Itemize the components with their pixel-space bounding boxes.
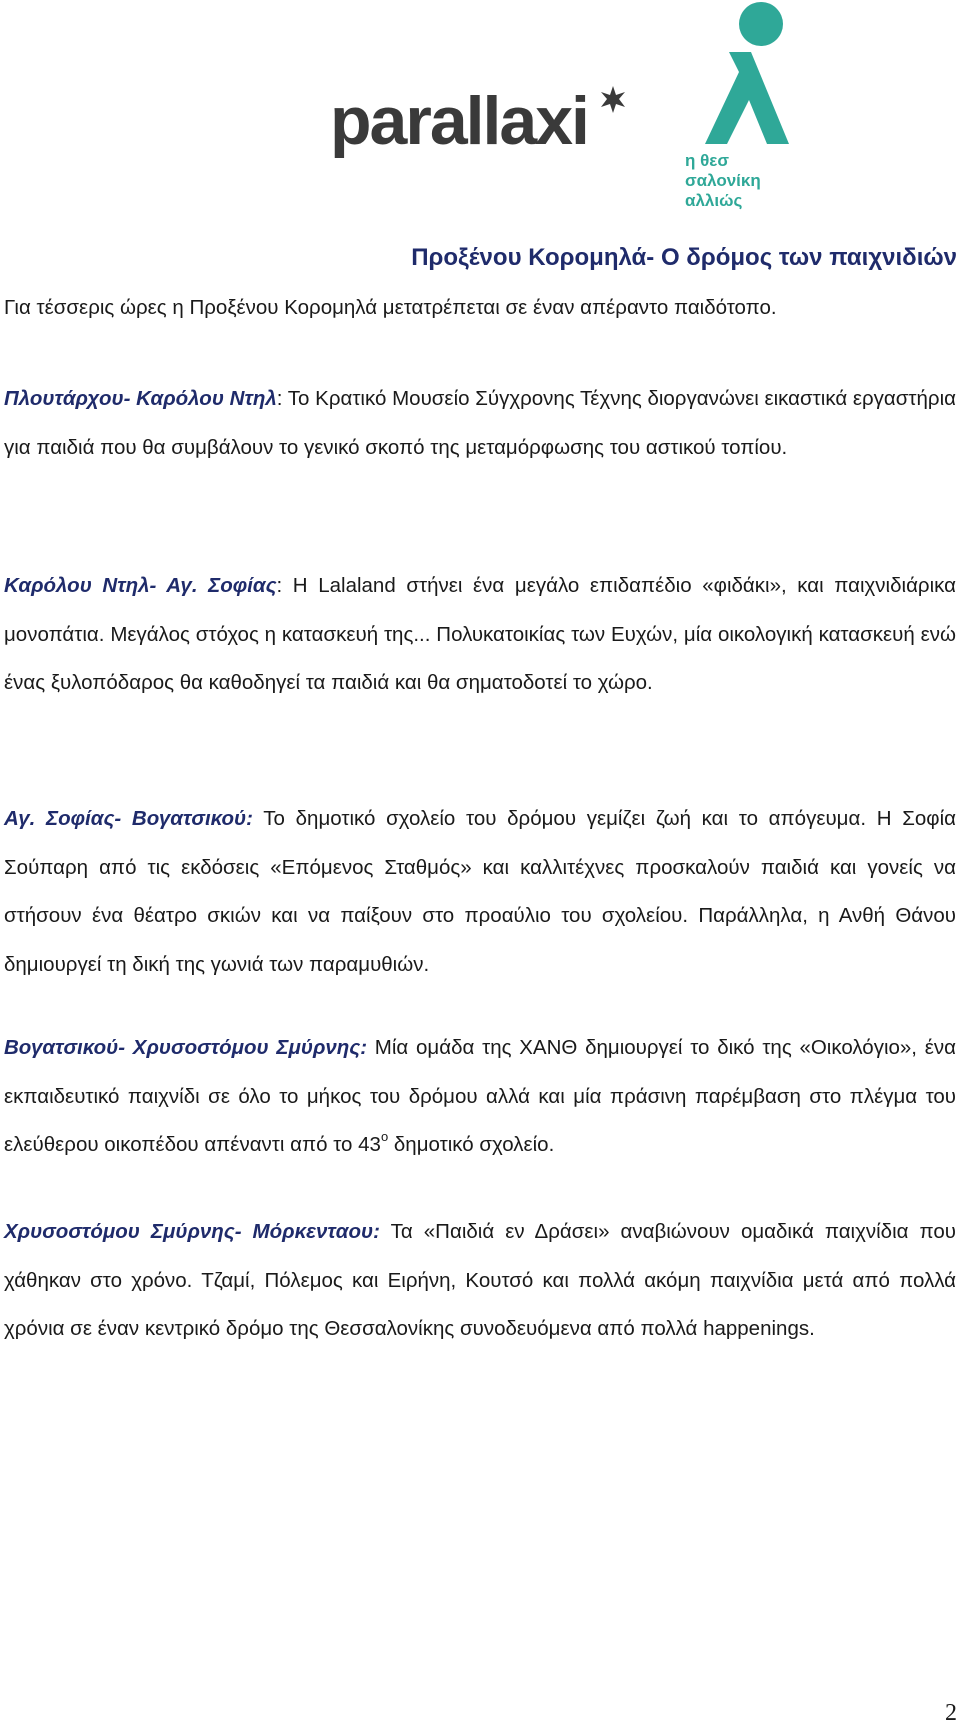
paragraph-text: Τα «Παιδιά εν Δράσει» αναβιώνουν ομαδικά παιχνίδια που χάθηκαν στο χρόνο. Τζαμί, Πόλεμος και Ειρήνη, Κουτσό και πολλά ακόμη παιχνίδια μετά από πολλά χρόνια σε έναν κεντρικό δρόμο της Θεσσαλονίκης συνοδευόμενα από πολλά happenings. bbox=[4, 1220, 956, 1340]
intro-paragraph: Για τέσσερις ώρες η Προξένου Κορομηλά μετατρέπεται σε έναν απέραντο παιδότοπο. bbox=[4, 296, 777, 319]
street-segment-label: Καρόλου Ντηλ- Αγ. Σοφίας bbox=[4, 574, 277, 597]
street-segment-label: Βογατσικού- Χρυσοστόμου Σμύρνης: bbox=[4, 1036, 368, 1059]
ordinal-superscript: ο bbox=[380, 1129, 389, 1144]
document-title: Προξένου Κορομηλά- Ο δρόμος των παιχνιδιών bbox=[411, 244, 957, 271]
header-logos bbox=[330, 0, 810, 215]
paragraph-vogatsikou bbox=[4, 1024, 956, 1170]
paragraph-ag-sofias bbox=[4, 795, 956, 989]
page-number: 2 bbox=[945, 1700, 957, 1726]
paragraph-text: Το δημοτικό σχολείο του δρόμου γεμίζει ζωή και το απόγευμα. Η Σοφία Σούπαρη από τις εκδόσεις «Επόμενος Σταθμός» και καλλιτέχνες προσκαλούν παιδιά και γονείς να στήσουν ένα θέατρο σκιών και να παίξουν στο προαύλιο του σχολείου. Παράλληλα, η Ανθή Θάνου δημιουργεί τη δική της γωνιά των παραμυθιών. bbox=[4, 807, 957, 976]
logo-line-1: η θεσ bbox=[685, 151, 729, 170]
star-icon bbox=[601, 86, 625, 113]
street-segment-label: Αγ. Σοφίας- Βογατσικού: bbox=[4, 807, 253, 830]
lambda-icon bbox=[705, 52, 789, 144]
lambda-dot-icon bbox=[739, 2, 783, 46]
paragraph-text: Μία ομάδα της ΧΑΝΘ δημιουργεί το δικό της «Οικολόγιο», ένα εκπαιδευτικό παιχνίδι σε όλο το μήκος του δρόμου αλλά και μία πράσινη παρέμβαση στο πλέγμα του ελεύθερου οικοπέδου απέναντι από το 43 bbox=[4, 1036, 956, 1156]
paragraph-text: : Η Lalaland στήνει ένα μεγάλο επιδαπέδιο «φιδάκι», και παιχνιδιάρικα μονοπάτια. Μεγάλος στόχος η κατασκευή της... Πολυκατοικίας των Ευχών, μία οικολογική κατασκευή ενώ ένας ξυλοπόδαρος θα καθοδηγεί τα παιδιά και θα σηματοδοτεί το χώρο. bbox=[4, 574, 956, 694]
paragraph-text-after: δημοτικό σχολείο. bbox=[388, 1133, 555, 1156]
paragraph-karolou-ntil bbox=[4, 562, 956, 708]
logo-line-3: αλλιώς bbox=[685, 191, 743, 210]
parallaxi-logo-text: parallaxi bbox=[330, 83, 588, 159]
street-segment-label: Χρυσοστόμου Σμύρνης- Μόρκενταου: bbox=[4, 1220, 380, 1243]
thessaloniki-allios-logo bbox=[685, 0, 795, 215]
paragraph-text: : Το Κρατικό Μουσείο Σύγχρονης Τέχνης διοργανώνει εικαστικά εργαστήρια για παιδιά που θα συμβάλουν το γενικό σκοπό της μεταμόρφωσης του αστικού τοπίου. bbox=[4, 387, 956, 459]
paragraph-chrysostomou bbox=[4, 1208, 956, 1354]
parallaxi-logo bbox=[330, 80, 630, 180]
paragraph-ploutarchou bbox=[4, 375, 956, 472]
logo-line-2: σαλονίκη bbox=[685, 171, 761, 190]
street-segment-label: Πλουτάρχου- Καρόλου Ντηλ bbox=[4, 387, 277, 410]
